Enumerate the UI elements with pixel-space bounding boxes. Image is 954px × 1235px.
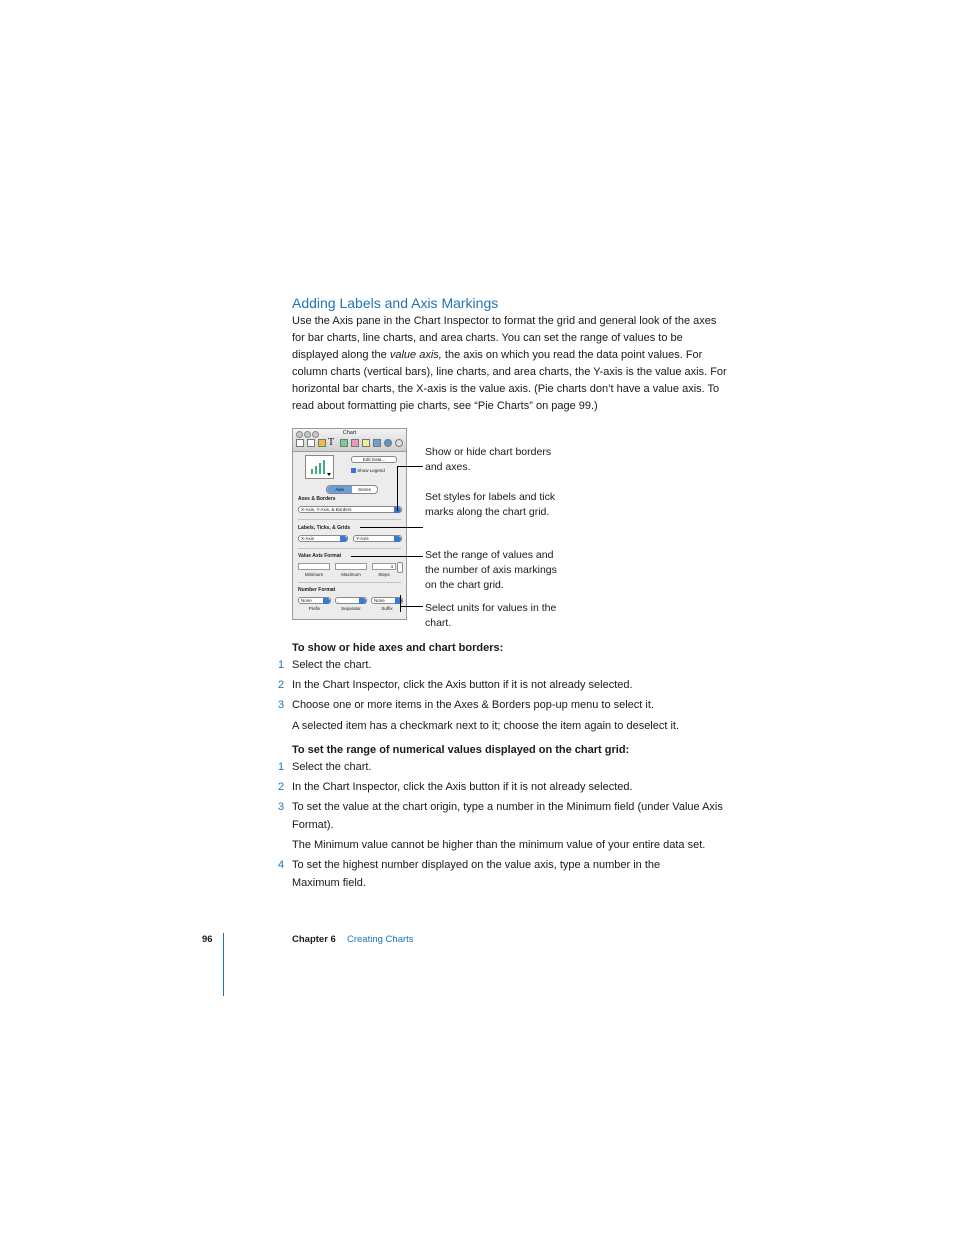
- suffix-popup[interactable]: [371, 597, 403, 604]
- labels-ticks-label: Labels, Ticks, & Grids: [298, 525, 351, 531]
- section2-note: The Minimum value cannot be higher than the minimum value of your entire data set.: [292, 839, 706, 851]
- maximum-caption: Maximum: [341, 572, 361, 577]
- section1-note: A selected item has a checkmark next to it; choose the item again to deselect it.: [292, 720, 680, 732]
- step-number: 3: [278, 801, 285, 813]
- suffix-caption: Suffix: [381, 606, 393, 611]
- axes-borders-popup[interactable]: [298, 506, 402, 513]
- step-number: 2: [278, 781, 285, 793]
- chapter-title: Creating Charts: [347, 934, 414, 945]
- steps-field[interactable]: 4: [372, 563, 396, 570]
- step-item: [278, 857, 698, 892]
- x-axis-value: X-Axis: [301, 536, 315, 541]
- step-number: 1: [278, 659, 285, 671]
- step-number: 4: [278, 859, 285, 871]
- axes-borders-label: Axes & Borders: [298, 496, 336, 502]
- section-heading: Adding Labels and Axis Markings: [292, 295, 499, 311]
- step-item: [278, 677, 738, 695]
- step-text: Select the chart.: [292, 659, 372, 671]
- tab-series[interactable]: Series: [358, 487, 371, 492]
- show-legend-label: Show Legend: [357, 468, 385, 473]
- divider: [298, 548, 401, 549]
- text-icon: T: [328, 437, 335, 448]
- step-text: Choose one or more items in the Axes & Borders pop-up menu to select it.: [292, 699, 654, 711]
- separator-popup[interactable]: [335, 597, 367, 604]
- step-item: [278, 657, 738, 675]
- callout-line: [400, 606, 423, 607]
- intro-italic: value axis,: [389, 349, 442, 361]
- intro-text: Use the Axis pane in the Chart Inspector to format the grid and general look of the axes for bar charts, line charts, and area charts. You can set the range of values to be displayed along the: [292, 315, 717, 361]
- chart-icon: [373, 439, 381, 447]
- step-text: In the Chart Inspector, click the Axis button if it is not already selected.: [292, 781, 633, 793]
- steps-caption: Steps: [378, 572, 390, 577]
- tab-axis[interactable]: Axis: [327, 486, 352, 493]
- step-item: [278, 779, 738, 797]
- prefix-caption: Prefix: [308, 606, 321, 611]
- show-legend-checkbox[interactable]: [351, 468, 385, 473]
- y-axis-popup[interactable]: [353, 535, 402, 542]
- number-format-label: Number Format: [298, 587, 336, 593]
- link-icon: [384, 439, 392, 447]
- graphic-icon: [340, 439, 348, 447]
- checkbox-icon: [351, 468, 356, 473]
- step-text: Select the chart.: [292, 761, 372, 773]
- metrics-icon: [351, 439, 359, 447]
- step-number: 1: [278, 761, 285, 773]
- divider: [298, 582, 401, 583]
- callout-line: [360, 527, 423, 528]
- table-icon: [362, 439, 370, 447]
- separator-caption: Separator: [341, 606, 361, 611]
- popup-arrow-icon: [359, 598, 366, 604]
- step-text: To set the value at the chart origin, type a number in the Minimum field (under Value Axis Format).: [292, 801, 723, 831]
- callout-labels: Set styles for labels and tick marks along the chart grid.: [425, 491, 556, 518]
- popup-arrow-icon: [340, 536, 347, 542]
- minimum-caption: Minimum: [304, 572, 324, 577]
- callout-borders: Show or hide chart borders and axes.: [425, 446, 552, 473]
- x-axis-popup[interactable]: [298, 535, 348, 542]
- prefix-value: None: [301, 598, 312, 603]
- steps-stepper[interactable]: [397, 562, 403, 573]
- step-item: [278, 759, 738, 777]
- quicktime-icon: [395, 439, 403, 447]
- suffix-value: None: [374, 598, 385, 603]
- axis-series-tabs: [326, 485, 378, 494]
- inspector-toolbar: [293, 429, 406, 452]
- step-item: [278, 697, 738, 715]
- footer-rule: [223, 933, 224, 996]
- intro-paragraph: [292, 313, 732, 415]
- wrap-icon: [318, 439, 326, 447]
- document-icon: [296, 439, 304, 447]
- divider: [298, 519, 401, 520]
- callout-line: [397, 466, 423, 467]
- edit-data-button[interactable]: Edit Data...: [351, 456, 397, 463]
- step-number: 3: [278, 699, 285, 711]
- step-text: To set the highest number displayed on the value axis, type a number in the Maximum field.: [292, 859, 661, 889]
- step-number: 2: [278, 679, 285, 691]
- callout-line: [400, 595, 401, 612]
- popup-arrow-icon: [394, 536, 401, 542]
- callout-range: Set the range of values and the number of axis markings on the chart grid.: [425, 549, 557, 591]
- callout-line: [397, 466, 398, 511]
- callout-units: Select units for values in the chart.: [425, 602, 557, 629]
- step-text: In the Chart Inspector, click the Axis button if it is not already selected.: [292, 679, 633, 691]
- chapter-label: Chapter 6: [292, 934, 336, 945]
- page-number: 96: [202, 934, 213, 945]
- callout-line: [351, 556, 423, 557]
- minimum-field[interactable]: [298, 563, 330, 570]
- maximum-field[interactable]: [335, 563, 367, 570]
- intro-text-end: the axis on which you read the data point values. For column charts (vertical bars), line charts, and area charts, the Y-axis is the value axis. For horizontal bar charts, the X-axis is the value axis. (Pie charts don’t have a value axis. To read about formatting pie charts, see “Pie Charts” on page 99.): [292, 349, 727, 412]
- section2-lead: To set the range of numerical values displayed on the chart grid:: [292, 744, 630, 756]
- y-axis-value: Y-Axis: [356, 536, 369, 541]
- prefix-popup[interactable]: [298, 597, 331, 604]
- chart-inspector-figure: [292, 428, 407, 620]
- layout-icon: [307, 439, 315, 447]
- inspector-title: Chart: [342, 430, 357, 436]
- separator-value: ,: [338, 598, 340, 603]
- section1-lead: To show or hide axes and chart borders:: [292, 642, 504, 654]
- step-item: [278, 799, 738, 834]
- popup-arrow-icon: [323, 598, 330, 604]
- value-axis-label: Value Axis Format: [298, 553, 342, 559]
- axes-borders-value: X-Axis, Y-Axis, & Borders: [301, 507, 352, 512]
- chart-type-icon: [305, 455, 334, 479]
